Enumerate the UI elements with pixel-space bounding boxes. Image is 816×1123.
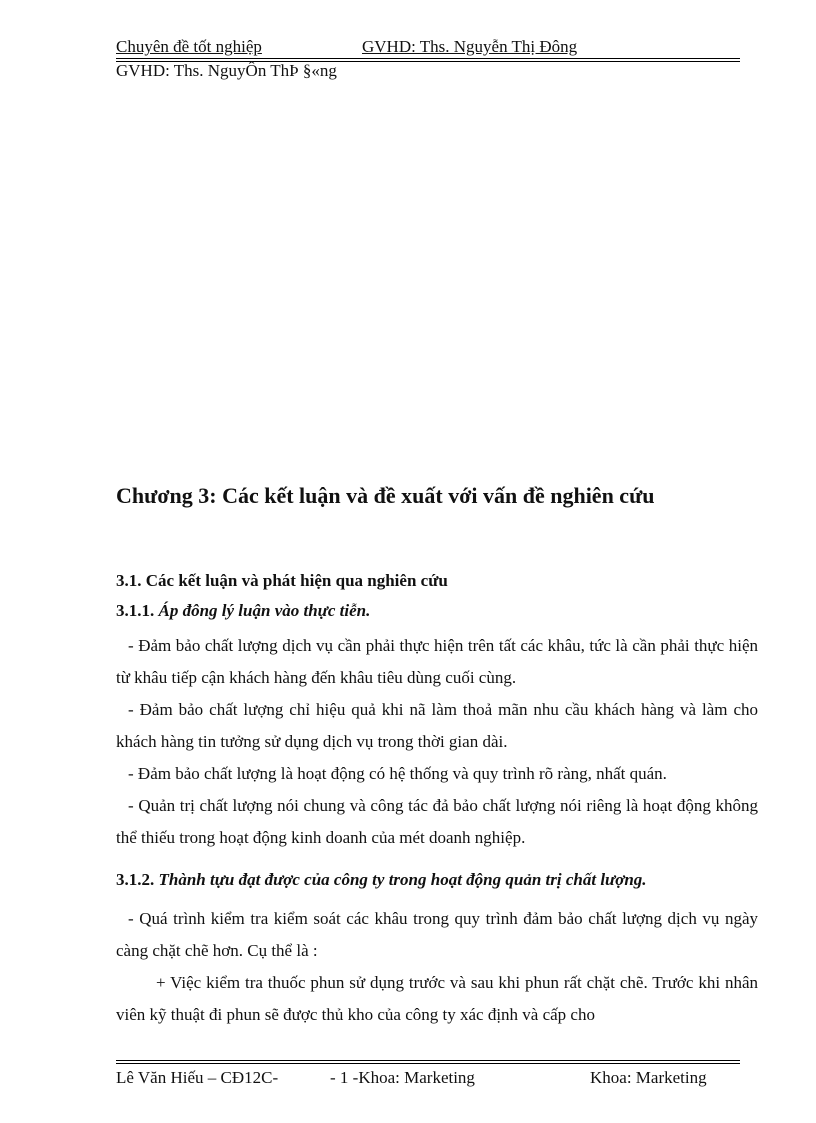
footer-author: Lê Văn Hiếu – CĐ12C- (116, 1068, 279, 1087)
bullet-item: - Đảm bảo chất lượng là hoạt động có hệ thống và quy trình rõ ràng, nhất quán. (128, 764, 667, 783)
chapter-title: Chương 3: Các kết luận và đề xuất với vấn đề nghiên cứu (116, 483, 655, 508)
footer-rule-top (116, 1060, 740, 1061)
header-left: Chuyên đề tốt nghiệp (116, 37, 262, 56)
bullet-item: - Đảm bảo chất lượng dịch vụ cần phải thực hiện trên tất các khâu, tức là cần phải thực hiện từ khâu tiếp cận khách hàng đến khâu tiêu dùng cuối cùng. (116, 636, 758, 687)
header-right: GVHD: Ths. Nguyễn Thị Đông (362, 37, 578, 56)
section-3-1-2-heading (116, 870, 647, 890)
section-3-1-2-title: Thành tựu đạt được của công ty trong hoạt động quản trị chất lượng. (158, 870, 647, 889)
section-3-1-heading: 3.1. Các kết luận và phát hiện qua nghiên cứu (116, 571, 448, 590)
paragraph: - Quá trình kiểm tra kiểm soát các khâu trong quy trình đảm bảo chất lượng dịch vụ ngày càng chặt chẽ hơn. Cụ thể là : (116, 909, 758, 960)
footer-page: - 1 -Khoa: Marketing (330, 1068, 475, 1087)
section-3-1-1-body (116, 630, 758, 854)
header-second-line: GVHD: Ths. NguyÔn ThÞ §«ng (116, 61, 337, 80)
bullet-item: - Quản trị chất lượng nói chung và công tác đả bảo chất lượng nói riêng là hoạt động không thể thiếu trong hoạt động kinh doanh của mét doanh nghiệp. (116, 796, 758, 847)
footer-rule-bottom (116, 1063, 740, 1064)
paragraph-plus: + Việc kiểm tra thuốc phun sử dụng trước và sau khi phun rất chặt chẽ. Trước khi nhân viên kỹ thuật đi phun sẽ được thủ kho của công ty xác định và cấp cho (116, 973, 758, 1024)
section-3-1-1-number: 3.1.1. (116, 601, 155, 620)
header-rule-top (116, 58, 740, 59)
section-3-1-2-body (116, 903, 758, 1031)
section-3-1-2-number: 3.1.2. (116, 870, 155, 889)
section-3-1-1-heading (116, 601, 370, 621)
section-3-1-1-title: Áp đông lý luận vào thực tiễn. (158, 601, 371, 620)
footer-faculty: Khoa: Marketing (590, 1068, 707, 1087)
bullet-item: - Đảm bảo chất lượng chỉ hiệu quả khi nã làm thoả mãn nhu cầu khách hàng và làm cho khách hàng tin tưởng sử dụng dịch vụ trong thời gian dài. (116, 700, 758, 751)
